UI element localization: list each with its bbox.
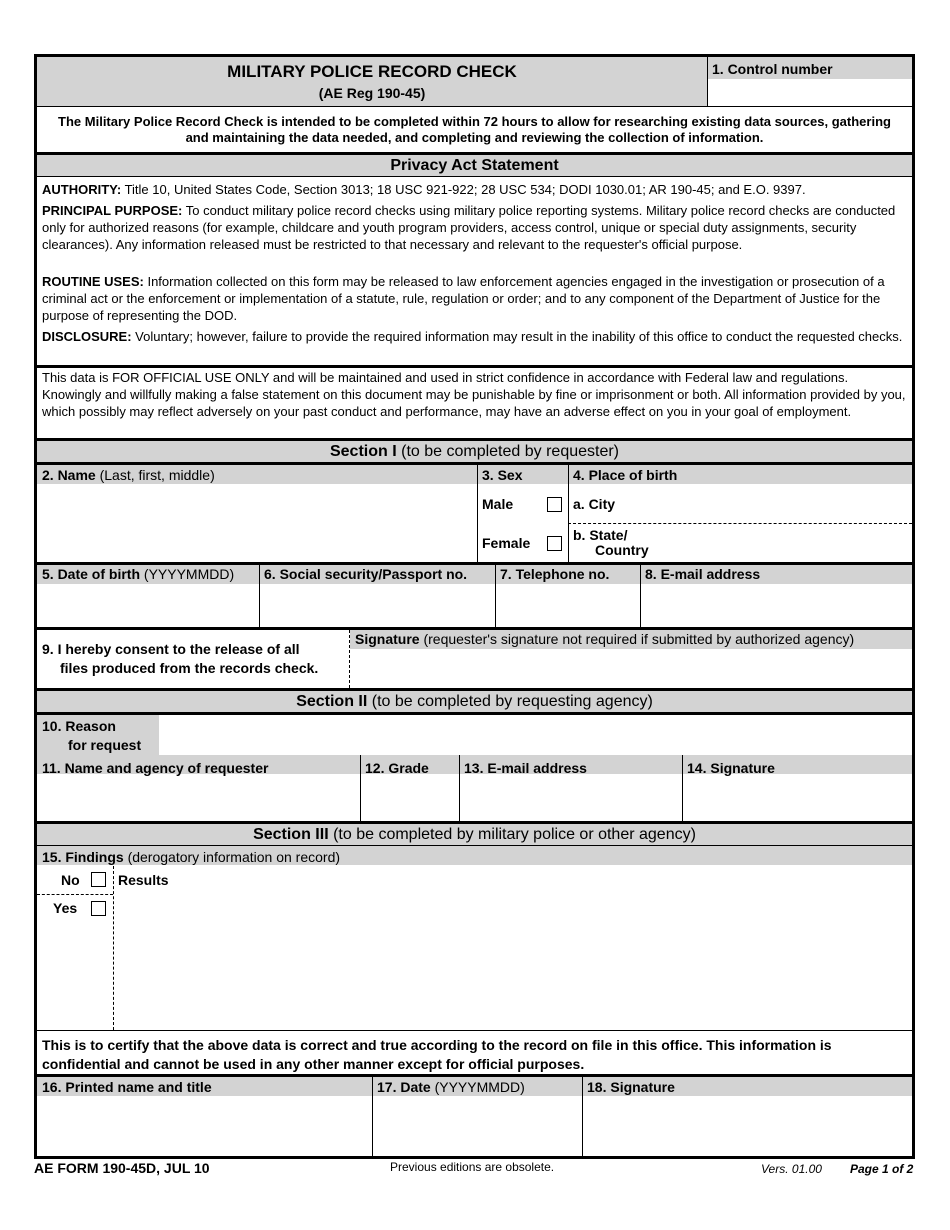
agency-signature-label: 14. Signature xyxy=(687,760,775,776)
title-block xyxy=(37,57,707,106)
control-number-input[interactable] xyxy=(708,79,912,106)
findings-yes-checkbox[interactable] xyxy=(91,901,106,916)
dob-label: 5. Date of birth (YYYYMMDD) xyxy=(42,566,235,582)
consent-line-1: 9. I hereby consent to the release of all xyxy=(42,641,300,657)
sex-label: 3. Sex xyxy=(482,467,523,483)
disclosure-paragraph: DISCLOSURE: Voluntary; however, failure to provide the required information may result in the inability of this office to conduct the requested checks. xyxy=(42,329,903,344)
intro-text: The Military Police Record Check is intended to be completed within 72 hours to allow for researching existing data sources, gathering and maintaining the data needed, and completing and reviewing the collection of information. xyxy=(58,114,891,145)
email-label: 8. E-mail address xyxy=(645,566,761,582)
yes-label: Yes xyxy=(53,900,78,916)
female-checkbox[interactable] xyxy=(547,536,562,551)
form-subtitle: (AE Reg 190-45) xyxy=(318,85,426,101)
section-1-title: Section I (to be completed by requester) xyxy=(37,441,912,462)
grade-label: 12. Grade xyxy=(365,760,429,776)
state-label-line2: Country xyxy=(595,542,649,558)
findings-label: 15. Findings (derogatory information on record) xyxy=(42,849,341,865)
results-label: Results xyxy=(118,872,169,888)
routine-uses-paragraph: ROUTINE USES: Information collected on this form may be released to law enforcement agencies engaged in the investigation or prosecution of a criminal act or the enforcement or implementation of a statute, rule, regulation or order; and to any component of the Department of Justice for the purpose of representing the DOD. xyxy=(42,274,885,323)
results-input[interactable] xyxy=(115,889,912,1030)
agency-email-input[interactable] xyxy=(460,774,682,821)
obsolete-note: Previous editions are obsolete. xyxy=(390,1160,555,1174)
printed-name-label: 16. Printed name and title xyxy=(42,1079,212,1095)
email-input[interactable] xyxy=(641,584,912,627)
name-input[interactable] xyxy=(37,484,477,562)
requester-name-label: 11. Name and agency of requester xyxy=(42,760,269,776)
control-number-label: 1. Control number xyxy=(712,61,833,77)
record-check-form xyxy=(34,54,915,1159)
agency-signature-input[interactable] xyxy=(683,774,912,821)
findings-no-checkbox[interactable] xyxy=(91,872,106,887)
female-label: Female xyxy=(482,535,531,551)
agency-email-label: 13. E-mail address xyxy=(464,760,587,776)
reason-label-line2: for request xyxy=(68,737,142,753)
version: Vers. 01.00 xyxy=(761,1162,822,1176)
city-label: a. City xyxy=(573,496,616,512)
printed-name-input[interactable] xyxy=(37,1096,372,1159)
certify-signature-input[interactable] xyxy=(583,1096,912,1159)
phone-input[interactable] xyxy=(496,584,640,627)
certify-date-input[interactable] xyxy=(373,1096,582,1159)
phone-label: 7. Telephone no. xyxy=(500,566,610,582)
privacy-title: Privacy Act Statement xyxy=(37,155,912,176)
form-id: AE FORM 190-45D, JUL 10 xyxy=(34,1160,210,1176)
requester-name-input[interactable] xyxy=(37,774,360,821)
fouo-notice: This data is FOR OFFICIAL USE ONLY and will be maintained and used in strict confidence in accordance with Federal law and regulations. Knowingly and willfully making a false statement on this document may be punishable by fine or imprisonment or both. All information provided by you, which possibly may reflect adversely on your past conduct and performance, may have an adverse effect on you in your goal of employment. xyxy=(42,370,906,419)
ssn-label: 6. Social security/Passport no. xyxy=(264,566,468,582)
male-label: Male xyxy=(482,496,514,512)
place-of-birth-label: 4. Place of birth xyxy=(573,467,678,483)
authority-paragraph: AUTHORITY: Title 10, United States Code, Section 3013; 18 USC 921-922; 28 USC 534; DODI 1030.01; AR 190-45; and E.O. 9397. xyxy=(42,182,806,197)
state-label-line1: b. State/ xyxy=(573,527,628,543)
requester-signature-label: Signature (requester's signature not required if submitted by authorized agency) xyxy=(355,631,855,647)
purpose-paragraph: PRINCIPAL PURPOSE: To conduct military police record checks using military police reporting systems. Military police record checks are conducted only for authorized reasons (for example, childcare and youth program providers, access control, unique or special duty assignments, security clearances). Any information released must be restricted to that necessary and relevant to the requester's official purpose. xyxy=(42,203,896,252)
city-input[interactable] xyxy=(637,484,912,523)
page-number: Page 1 of 2 xyxy=(850,1162,914,1176)
consent-line-2: files produced from the records check. xyxy=(60,660,319,676)
no-label: No xyxy=(61,872,80,888)
reason-label-line1: 10. Reason xyxy=(42,718,116,734)
control-number-label-bg xyxy=(708,57,912,79)
state-country-input[interactable] xyxy=(667,524,912,562)
grade-input[interactable] xyxy=(361,774,459,821)
section-2-title: Section II (to be completed by requesting agency) xyxy=(37,691,912,712)
certification-text: This is to certify that the above data is correct and true according to the record on file in this office. This information is confidential and cannot be used in any other manner except for official purposes. xyxy=(42,1037,832,1072)
form-title: MILITARY POLICE RECORD CHECK xyxy=(227,62,517,81)
section-3-title: Section III (to be completed by military police or other agency) xyxy=(37,824,912,845)
dob-input[interactable] xyxy=(37,584,259,627)
certify-signature-label: 18. Signature xyxy=(587,1079,675,1095)
certify-date-label: 17. Date (YYYYMMDD) xyxy=(377,1079,525,1095)
reason-input[interactable] xyxy=(159,715,912,755)
requester-signature-input[interactable] xyxy=(350,649,912,688)
ssn-input[interactable] xyxy=(260,584,495,627)
male-checkbox[interactable] xyxy=(547,497,562,512)
name-label: 2. Name (Last, first, middle) xyxy=(42,467,215,483)
